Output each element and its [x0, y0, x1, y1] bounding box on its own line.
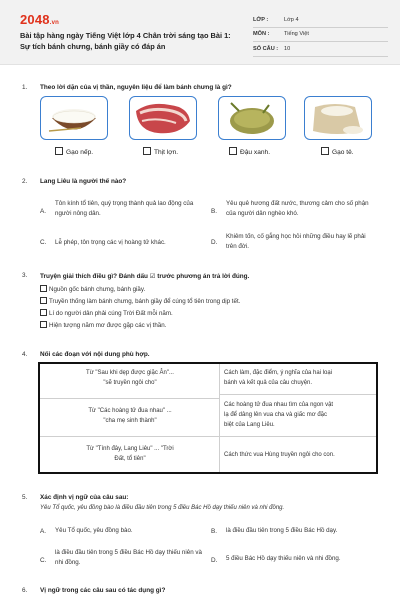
mung-bean-image [218, 96, 286, 140]
divider [40, 398, 219, 399]
option-text[interactable]: Tôn kính tổ tiên, quý trọng thành quả lao động của người nông dân. [55, 200, 194, 217]
option-letter[interactable]: D. [211, 557, 218, 564]
info-value: Tiếng Việt [284, 31, 309, 37]
document-title: Bài tập hàng ngày Tiếng Việt lớp 4 Chân trời sáng tạo Bài 1: Sự tích bánh chưng, bánh giầy có đáp án [20, 31, 231, 51]
option-text[interactable]: là điều đầu tiên trong 5 điều Bác Hồ dạy. [226, 527, 338, 534]
checkbox[interactable] [229, 147, 237, 155]
question-2-text: Lang Liêu là người thế nào? [40, 178, 127, 185]
match-left-3[interactable]: Từ "Tính đây, Lang Liêu" ... "Trời Đất, tổ tiên" [86, 446, 174, 462]
question-5-sentence: Yêu Tổ quốc, yêu đồng bào là điều đầu tiên trong 5 điều Bác Hồ dạy thiếu niên và nhi đồng. [40, 505, 285, 511]
question-5-text: Xác định vị ngữ của câu sau: [40, 494, 129, 501]
option-text[interactable]: 5 điều Bác Hồ dạy thiếu niên và nhi đồng. [226, 555, 341, 562]
option-text[interactable]: Khiêm tốn, cố gắng học hỏi những điều hay lẽ phải trên đời. [226, 233, 366, 250]
match-right-1[interactable]: Cách làm, đặc điểm, ý nghĩa của hai loại bánh và kết quả của câu chuyện. [224, 370, 333, 386]
option-letter[interactable]: B. [211, 528, 218, 535]
option-letter[interactable]: A. [40, 528, 47, 535]
question-6-number: 6. [22, 587, 28, 594]
divider [220, 436, 376, 437]
checkbox[interactable] [55, 147, 63, 155]
question-5-number: 5. [22, 494, 28, 501]
question-4-number: 4. [22, 351, 28, 358]
option-letter[interactable]: C. [40, 557, 47, 564]
info-value: 10 [284, 46, 291, 52]
checkbox[interactable] [40, 285, 47, 292]
matching-table [38, 362, 378, 474]
pork-image [129, 96, 197, 140]
option-mung-bean[interactable]: Đậu xanh. [229, 147, 270, 156]
option-text[interactable]: Yêu Tổ quốc, yêu đồng bào. [55, 527, 133, 534]
option-letter[interactable]: A. [40, 208, 47, 215]
question-3-text: Truyện giải thích điều gì? Đánh dấu ☑ trước phương án trả lời đúng. [40, 273, 250, 280]
info-row-count [253, 43, 388, 57]
checkbox[interactable] [40, 309, 47, 316]
pork-meat-icon [130, 97, 196, 139]
question-4-text: Nối các đoạn với nội dung phù hợp. [40, 351, 150, 358]
option-letter[interactable]: D. [211, 239, 218, 246]
info-key: MÔN : [253, 31, 270, 37]
sticky-rice-image [40, 96, 108, 140]
checkbox-option[interactable]: Lí do người dân phải cúng Trời Đất mỗi năm. [40, 309, 173, 317]
checkbox[interactable] [40, 297, 47, 304]
rice-sack-image [304, 96, 372, 140]
option-letter[interactable]: B. [211, 208, 218, 215]
match-left-1[interactable]: Từ "Sau khi dẹp được giặc Ân"... "sẽ truyền ngôi cho" [86, 370, 174, 386]
divider [220, 394, 376, 395]
question-1-number: 1. [22, 84, 28, 91]
info-key: LỚP : [253, 17, 269, 23]
question-1-text: Theo lời dặn của vị thần, nguyên liệu để làm bánh chưng là gì? [40, 84, 232, 91]
option-sticky-rice[interactable]: Gạo nếp. [55, 147, 93, 156]
divider [40, 436, 219, 437]
divider [219, 364, 220, 472]
option-plain-rice[interactable]: Gạo tẻ. [321, 147, 354, 156]
option-text[interactable]: là điều đầu tiên trong 5 điều Bác Hồ dạy thiếu niên và nhi đồng. [55, 549, 202, 566]
rice-sack-icon [305, 97, 371, 139]
info-row-class [253, 14, 388, 28]
sticky-rice-bowl-icon [41, 97, 107, 139]
info-value: Lớp 4 [284, 17, 299, 23]
option-text[interactable]: Lễ phép, tôn trọng các vị hoàng tử khác. [55, 239, 166, 246]
option-text[interactable]: Yêu quê hương đất nước, thương cảm cho số phận của người dân nghèo khó. [226, 200, 369, 217]
info-row-subject [253, 28, 388, 42]
mung-bean-powder-icon [219, 97, 285, 139]
option-letter[interactable]: C. [40, 239, 47, 246]
question-3-number: 3. [22, 272, 28, 279]
checkbox[interactable] [321, 147, 329, 155]
site-logo[interactable]: 2048.vn [20, 12, 60, 27]
question-6-text: Vị ngữ trong các câu sau có tác dụng gì? [40, 587, 166, 594]
match-right-3[interactable]: Cách thức vua Hùng truyền ngôi cho con. [224, 452, 335, 458]
checkbox[interactable] [143, 147, 151, 155]
option-pork[interactable]: Thịt lợn. [143, 147, 178, 156]
checkbox-option[interactable]: Nguồn gốc bánh chưng, bánh giầy. [40, 285, 145, 293]
match-right-2[interactable]: Các hoàng tử đua nhau tìm của ngon vật lạ để dâng lên vua cha và giấc mơ đặc biệt của Lang Liêu. [224, 402, 334, 428]
header [0, 0, 400, 65]
question-2-number: 2. [22, 178, 28, 185]
match-left-2[interactable]: Từ "Các hoàng tử đua nhau" ... "cha mẹ sinh thành" [88, 408, 172, 424]
info-key: SỐ CÂU : [253, 46, 279, 52]
checkbox-option[interactable]: Truyền thống làm bánh chưng, bánh giầy để cúng tổ tiên trong dịp tết. [40, 297, 240, 305]
checkbox-option[interactable]: Hiện tượng năm mơ được gặp các vị thần. [40, 321, 166, 329]
checkbox[interactable] [40, 321, 47, 328]
